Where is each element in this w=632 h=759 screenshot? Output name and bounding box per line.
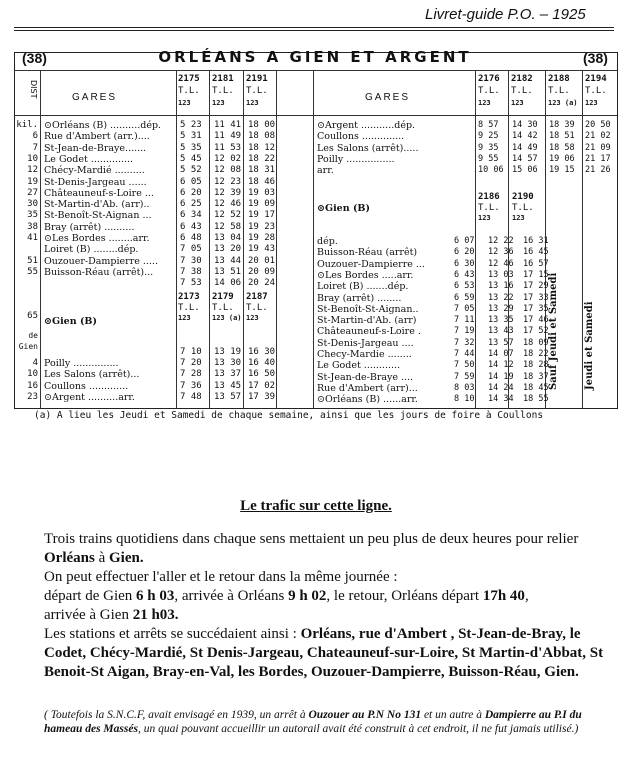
station-name: Poilly ...............: [44, 358, 119, 369]
station-name: dép.: [317, 236, 338, 247]
time-cell: 8 57: [478, 120, 499, 130]
distance: 27: [27, 187, 38, 198]
train-number: 2175: [178, 74, 200, 84]
divider: [40, 70, 41, 408]
vertical-label-jeudi: Jeudi et Samedi: [584, 301, 595, 390]
distance: 55: [27, 266, 38, 277]
time-cell: 21 17: [585, 153, 611, 164]
paragraph-3: [44, 587, 612, 606]
station-name: Châteauneuf-s-Loire ...: [44, 187, 154, 199]
distance: de Gien: [18, 331, 38, 351]
time-cell: 14 42: [512, 131, 538, 142]
paragraph-2: On peut effectuer l'aller et le retour dans la même journée :: [44, 569, 398, 585]
time-cell: 13 51: [214, 266, 242, 277]
station-name: Châteauneuf-s-Loire .: [317, 326, 421, 338]
time-cell: 18 28: [523, 360, 549, 371]
time-cell: 20 24: [248, 278, 276, 289]
text-bold: Gien.: [109, 550, 144, 566]
text: , le retour, Orléans départ: [326, 588, 483, 604]
train-class: T.L.: [585, 86, 607, 96]
time-cell: 12 02: [214, 153, 242, 164]
time-cell: 14 30: [512, 120, 538, 130]
paragraph-1: [44, 530, 612, 568]
time-cell: 6 20: [180, 187, 202, 198]
train-fare-class: 123 (a): [548, 99, 578, 107]
time-cell: 13 57: [488, 337, 514, 348]
train-number: 2194: [585, 74, 607, 84]
time-cell: 13 16: [488, 281, 514, 292]
time-cell: 16 45: [523, 247, 549, 258]
train-fare-class: 123: [512, 214, 525, 222]
page-number-right: (38): [583, 50, 608, 66]
station-name: arr.: [317, 165, 334, 177]
time-cell: 18 22: [523, 349, 549, 359]
page-number-left: (38): [22, 50, 47, 66]
divider: [14, 115, 617, 116]
time-cell: 6 07: [454, 236, 475, 246]
divider: [582, 70, 583, 408]
train-class: T.L.: [246, 303, 268, 313]
train-class: T.L.: [548, 86, 570, 96]
train-class: T.L.: [178, 86, 200, 96]
time-cell: 11 49: [214, 131, 242, 142]
text-bold: 6 h 03: [136, 588, 175, 604]
time-cell: 7 19: [454, 326, 475, 337]
time-cell: 10 06: [478, 165, 504, 176]
time-cell: 7 05: [180, 244, 202, 255]
text-bold: 21 h03.: [132, 607, 179, 623]
train-number: 2176: [478, 74, 500, 84]
vertical-label-sauf: Sauf Jeudi et Samedi: [548, 272, 559, 390]
time-cell: 18 31: [248, 165, 276, 176]
time-cell: 6 59: [454, 292, 475, 303]
text-bold: Orléans, rue d'Ambert , St-Jean-de-Bray, le Codet, Chécy-Mardié, St Denis-Jargeau, Chateauneuf-sur-Loire, St Martin-d'Abbat, St Benoit-St Aigan, Bray-en-Val, les Bordes, Ouzouer-Dampierre, Buisson-Réau, Gien.: [44, 626, 604, 680]
time-cell: 8 03: [454, 382, 475, 393]
time-cell: 12 22: [488, 236, 514, 246]
dist-header: DIST: [29, 80, 38, 99]
time-cell: 12 46: [488, 258, 514, 269]
gares-header-left: GARES: [72, 92, 118, 103]
train-fare-class: 123: [478, 99, 491, 107]
time-cell: 13 29: [488, 303, 514, 314]
time-cell: 9 25: [478, 131, 499, 142]
distance: 23: [27, 391, 38, 402]
train-fare-class: 123: [511, 99, 524, 107]
time-cell: 14 57: [512, 153, 538, 164]
station-name: St-Jean-de-Braye.......: [44, 142, 147, 154]
time-cell: 18 12: [248, 142, 276, 153]
train-fare-class: 123: [585, 99, 598, 107]
time-cell: 21 02: [585, 131, 611, 142]
train-fare-class: 123: [212, 99, 225, 107]
time-cell: 7 10: [180, 347, 202, 357]
divider: [176, 70, 177, 408]
time-cell: 14 07: [488, 349, 514, 359]
train-fare-class: 123: [178, 99, 191, 107]
train-number: 2186: [478, 192, 500, 202]
text: , un quai pouvant accueillir un autorail avait été construit à cet endroit, il ne fut jamais utilisé.): [137, 723, 579, 735]
distance: 19: [27, 176, 38, 187]
text: départ de Gien: [44, 588, 137, 604]
distance: kil.: [16, 120, 38, 130]
time-cell: 6 43: [180, 221, 202, 232]
station-name: Rue d'Ambert (arr.)....: [44, 131, 150, 143]
station-name: St-Denis-Jargeau ....: [317, 337, 414, 349]
time-cell: 18 00: [248, 120, 276, 130]
divider: [209, 70, 210, 408]
time-cell: 14 06: [214, 278, 242, 289]
time-cell: 11 53: [214, 142, 242, 153]
time-cell: 13 03: [488, 269, 514, 280]
distance: 51: [27, 255, 38, 266]
time-cell: 8 10: [454, 394, 475, 405]
timetable-title: ORLÉANS A GIEN ET ARGENT: [158, 48, 472, 66]
time-cell: 13 30: [214, 358, 242, 368]
train-number: 2190: [512, 192, 534, 202]
text: Trois trains quotidiens dans chaque sens mettaient un peu plus de deux heures pour relier: [44, 531, 579, 547]
station-name: St-Martin-d'Ab. (arr): [317, 315, 417, 327]
guide-title: Livret-guide P.O. – 1925: [425, 6, 586, 23]
station-name: Rue d'Ambert (arr)...: [317, 382, 418, 394]
text: à: [94, 550, 110, 566]
time-cell: 16 30: [248, 347, 276, 357]
time-cell: 19 06: [549, 153, 575, 164]
time-cell: 6 30: [454, 258, 475, 269]
article-note: [44, 708, 612, 736]
distance: 16: [27, 380, 38, 391]
time-cell: 20 09: [248, 266, 276, 277]
time-cell: 14 12: [488, 360, 514, 371]
time-cell: 17 46: [523, 315, 549, 326]
distance: 35: [27, 210, 38, 221]
text-bold: Dampierre au P.I du hameau des Massés: [44, 709, 582, 735]
train-class: T.L.: [478, 203, 500, 213]
time-cell: 5 23: [180, 120, 202, 130]
time-cell: 18 45: [523, 382, 549, 393]
station-name: St-Denis-Jargeau ......: [44, 176, 147, 188]
train-class: T.L.: [212, 303, 234, 313]
time-cell: 18 37: [523, 371, 549, 382]
text: arrivée à Gien: [44, 607, 133, 623]
station-name: Les Salons (arrêt).....: [317, 142, 419, 154]
station-name: Buisson-Réau (arrêt)...: [44, 266, 154, 278]
time-cell: 7 44: [454, 349, 475, 359]
station-name: Coullons ..............: [317, 131, 405, 143]
station-name: ⊙Gien (B): [44, 316, 97, 327]
time-cell: 16 50: [248, 369, 276, 380]
time-cell: 13 20: [214, 244, 242, 255]
time-cell: 13 57: [214, 391, 242, 402]
station-name: Le Godet ..............: [44, 153, 134, 165]
time-cell: 5 31: [180, 131, 202, 142]
distance: 38: [27, 221, 38, 232]
time-cell: 19 15: [549, 165, 575, 176]
time-cell: 21 09: [585, 142, 611, 153]
time-cell: 19 28: [248, 233, 276, 243]
distance: 65: [27, 311, 38, 321]
distance: 4: [32, 358, 38, 368]
text: ( Toutefois la S.N.C.F, avait envisagé en 1939, un arrêt à: [44, 709, 309, 721]
time-cell: 13 44: [214, 255, 242, 266]
time-cell: 6 20: [454, 247, 475, 258]
station-name: ⊙Les Bordes ........arr.: [44, 233, 150, 244]
text: , arrivée à Orléans: [174, 588, 289, 604]
train-fare-class: 123: [478, 214, 491, 222]
distance: 12: [27, 165, 38, 176]
time-cell: 19 17: [248, 210, 276, 221]
train-class: T.L.: [246, 86, 268, 96]
station-name: ⊙Orléans (B) ......arr.: [317, 394, 418, 406]
time-cell: 7 32: [454, 337, 475, 348]
train-number: 2187: [246, 292, 268, 302]
time-cell: 13 22: [488, 292, 514, 303]
time-cell: 18 08: [248, 131, 276, 142]
station-name: St-Benoît-St-Aignan..: [317, 303, 419, 315]
train-class: T.L.: [478, 86, 500, 96]
time-cell: 17 33: [523, 292, 549, 303]
time-cell: 7 11: [454, 315, 475, 326]
text-bold: 9 h 02: [288, 588, 327, 604]
divider: [243, 70, 244, 408]
time-cell: 17 35: [523, 303, 549, 314]
distance: 30: [27, 199, 38, 210]
timetable-footnote: (a) A lieu les Jeudi et Samedi de chaque semaine, ainsi que les jours de foire à Coullons: [34, 410, 544, 421]
time-cell: 18 46: [248, 176, 276, 187]
paragraph-4: [44, 606, 612, 625]
time-cell: 14 49: [512, 142, 538, 153]
time-cell: 13 04: [214, 233, 242, 243]
text: ,: [524, 588, 529, 604]
time-cell: 7 36: [180, 380, 202, 391]
time-cell: 14 24: [488, 382, 514, 393]
time-cell: 19 09: [248, 199, 276, 210]
time-cell: 17 02: [248, 380, 276, 391]
train-number: 2179: [212, 292, 234, 302]
time-cell: 7 59: [454, 371, 475, 382]
station-name: Loiret (B) .......dép.: [317, 281, 409, 293]
station-name: Ouzouer-Dampierre .....: [44, 255, 158, 267]
time-cell: 13 45: [214, 380, 242, 391]
time-cell: 13 43: [488, 326, 514, 337]
time-cell: 18 51: [549, 131, 575, 142]
station-name: Le Godet ............: [317, 360, 401, 372]
station-name: ⊙Les Bordes .....arr.: [317, 269, 414, 281]
time-cell: 13 19: [214, 347, 242, 357]
time-cell: 16 40: [248, 358, 276, 368]
train-number: 2181: [212, 74, 234, 84]
article-body: [44, 530, 612, 682]
text-bold: 17h 40: [482, 588, 525, 604]
time-cell: 15 06: [512, 165, 538, 176]
time-cell: 20 50: [585, 120, 611, 130]
station-name: Les Salons (arrêt)...: [44, 369, 140, 381]
time-cell: 12 52: [214, 210, 242, 221]
train-number: 2188: [548, 74, 570, 84]
train-class: T.L.: [178, 303, 200, 313]
text: Les stations et arrêts se succédaient ainsi :: [44, 626, 301, 642]
station-name: Bray (arrêt) ........: [317, 292, 402, 304]
station-name: Buisson-Réau (arrêt): [317, 247, 418, 259]
station-name: ⊙Argent ...........dép.: [317, 120, 416, 131]
time-cell: 7 38: [180, 266, 202, 277]
train-fare-class: 123 (a): [212, 314, 242, 322]
train-number: 2173: [178, 292, 200, 302]
time-cell: 12 23: [214, 176, 242, 187]
time-cell: 7 05: [454, 303, 475, 314]
paragraph-5: [44, 625, 612, 682]
time-cell: 18 58: [549, 142, 575, 153]
time-cell: 6 05: [180, 176, 202, 187]
time-cell: 17 39: [248, 391, 276, 402]
station-name: ⊙Gien (B): [317, 203, 370, 214]
time-cell: 9 35: [478, 142, 499, 153]
text-bold: Ouzouer au P.N No 131: [308, 709, 422, 721]
time-cell: 12 46: [214, 199, 242, 210]
station-name: Loiret (B) ........dép.: [44, 244, 139, 256]
distance: 10: [27, 153, 38, 164]
time-cell: 7 28: [180, 369, 202, 380]
section-title: Le trafic sur cette ligne.: [240, 498, 392, 514]
station-name: St-Benoît-St-Aignan ...: [44, 210, 152, 222]
time-cell: 17 15: [523, 269, 549, 280]
time-cell: 7 53: [180, 278, 202, 289]
text: et un autre à: [421, 709, 485, 721]
distance: 6: [32, 131, 38, 142]
header-rule: [14, 27, 614, 31]
time-cell: 18 09: [523, 337, 549, 348]
time-cell: 13 37: [214, 369, 242, 380]
time-cell: 5 52: [180, 165, 202, 176]
time-cell: 11 41: [214, 120, 242, 130]
time-cell: 6 34: [180, 210, 202, 221]
time-cell: 6 53: [454, 281, 475, 292]
time-cell: 16 31: [523, 236, 549, 246]
time-cell: 13 35: [488, 315, 514, 326]
station-name: Ouzouer-Dampierre ...: [317, 258, 425, 270]
time-cell: 6 48: [180, 233, 202, 243]
station-name: Bray (arrêt) ..........: [44, 221, 135, 233]
time-cell: 16 57: [523, 258, 549, 269]
text-bold: Orléans: [44, 550, 95, 566]
time-cell: 5 45: [180, 153, 202, 164]
station-name: St-Martin-d'Ab. (arr)..: [44, 199, 150, 211]
time-cell: 9 55: [478, 153, 499, 164]
station-name: Checy-Mardie ........: [317, 349, 412, 360]
distance: 10: [27, 369, 38, 380]
train-class: T.L.: [212, 86, 234, 96]
train-fare-class: 123: [246, 99, 259, 107]
train-number: 2191: [246, 74, 268, 84]
gares-header-right: GARES: [365, 92, 411, 103]
time-cell: 12 08: [214, 165, 242, 176]
time-cell: 6 25: [180, 199, 202, 210]
divider: [313, 70, 314, 408]
train-class: T.L.: [512, 203, 534, 213]
time-cell: 18 39: [549, 120, 575, 130]
time-cell: 12 39: [214, 187, 242, 198]
time-cell: 14 34: [488, 394, 514, 405]
time-cell: 6 43: [454, 269, 475, 280]
time-cell: 5 35: [180, 142, 202, 153]
train-fare-class: 123: [246, 314, 259, 322]
station-name: ⊙Orléans (B) ..........dép.: [44, 120, 162, 131]
time-cell: 19 03: [248, 187, 276, 198]
train-fare-class: 123: [178, 314, 191, 322]
divider: [475, 70, 476, 408]
time-cell: 20 01: [248, 255, 276, 266]
station-name: Chécy-Mardié ..........: [44, 165, 145, 177]
train-class: T.L.: [511, 86, 533, 96]
time-cell: 7 30: [180, 255, 202, 266]
distance: 7: [32, 142, 38, 153]
time-cell: 18 55: [523, 394, 549, 405]
time-cell: 7 48: [180, 391, 202, 402]
station-name: Coullons .............: [44, 380, 129, 392]
station-name: ⊙Argent ..........arr.: [44, 391, 135, 403]
station-name: Poilly ................: [317, 153, 395, 165]
divider: [276, 70, 277, 408]
time-cell: 7 50: [454, 360, 475, 371]
time-cell: 7 20: [180, 358, 202, 368]
time-cell: 12 36: [488, 247, 514, 258]
station-name: St-Jean-de-Braye ....: [317, 371, 414, 383]
time-cell: 19 23: [248, 221, 276, 232]
time-cell: 12 58: [214, 221, 242, 232]
time-cell: 18 22: [248, 153, 276, 164]
time-cell: 21 26: [585, 165, 611, 176]
time-cell: 17 52: [523, 326, 549, 337]
time-cell: 17 29: [523, 281, 549, 292]
divider: [14, 70, 617, 71]
time-cell: 19 43: [248, 244, 276, 255]
distance: 41: [27, 233, 38, 243]
time-cell: 14 19: [488, 371, 514, 382]
train-number: 2182: [511, 74, 533, 84]
